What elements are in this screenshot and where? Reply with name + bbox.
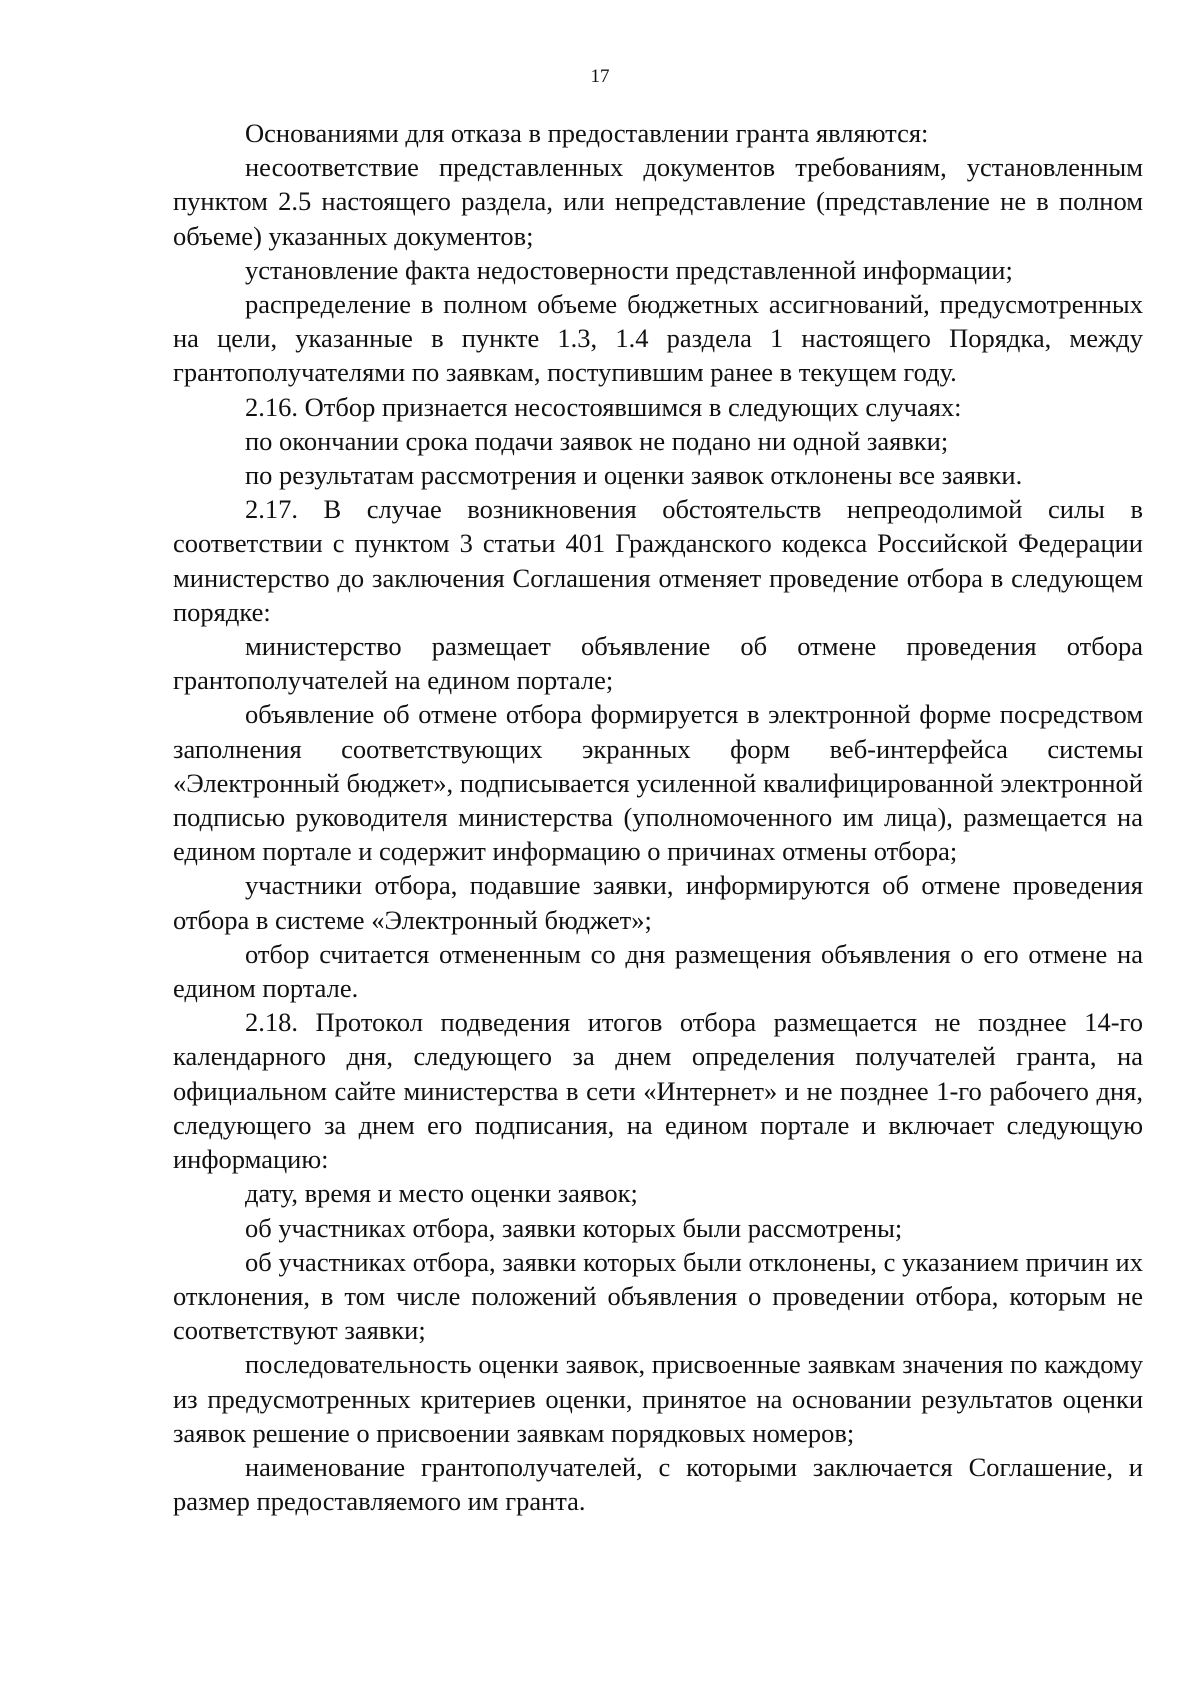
paragraph-2-18: 2.18. Протокол подведения итогов отбора размещается не позднее 14-го календарного дня, следующего за днем определения получателей гранта, на официальном сайте министерства в сети «Интернет» и не позднее 1-го рабочего дня, следующего за днем его подписания, на едином портале и включает следующую информацию:: [173, 1007, 1143, 1175]
paragraph-2-17: 2.17. В случае возникновения обстоятельств непреодолимой силы в соответствии с пунктом 3 статьи 401 Гражданского кодекса Российской Федерации министерство до заключения Соглашения отменяет проведение отбора в следующем порядке:: [173, 494, 1143, 627]
paragraph-participants-informed: участники отбора, подавшие заявки, информируются об отмене проведения отбора в системе «Электронный бюджет»;: [173, 870, 1143, 935]
page-number: 17: [590, 66, 610, 87]
paragraph-rejected-participants: об участниках отбора, заявки которых были отклонены, с указанием причин их отклонения, в том числе положений объявления о проведении отбора, которым не соответствуют заявки;: [173, 1246, 1143, 1346]
paragraph-grant-recipients: наименование грантополучателей, с которыми заключается Соглашение, и размер предоставляемого им гранта.: [173, 1451, 1143, 1517]
paragraph-documents-mismatch: несоответствие представленных документов требованиям, установленным пунктом 2.5 настоящего раздела, или непредставление (представление не в полном объеме) указанных документов;: [173, 152, 1143, 251]
paragraph-no-applications: по окончании срока подачи заявок не подано ни одной заявки;: [245, 425, 949, 456]
paragraph-cancellation-date: отбор считается отмененным со дня размещения объявления о его отмене на едином портале.: [173, 938, 1143, 1004]
paragraph-2-16: 2.16. Отбор признается несостоявшимся в следующих случаях:: [245, 391, 962, 422]
paragraph-false-information: установление факта недостоверности представленной информации;: [245, 254, 1013, 285]
paragraph-cancel-announcement: министерство размещает объявление об отмене проведения отбора грантополучателей на едином портале;: [173, 631, 1143, 696]
paragraph-budget-allocation: распределение в полном объеме бюджетных ассигнований, предусмотренных на цели, указанные в пункте 1.3, 1.4 раздела 1 настоящего Порядка, между грантополучателями по заявкам, поступившим ранее в текущем году.: [173, 289, 1143, 388]
paragraph-evaluation-sequence: последовательность оценки заявок, присвоенные заявкам значения по каждому из предусмотренных критериев оценки, принятое на основании результатов оценки заявок решение о присвоении заявкам порядковых номеров;: [173, 1349, 1143, 1448]
paragraph-reviewed-participants: об участниках отбора, заявки которых были рассмотрены;: [245, 1212, 903, 1243]
paragraph-electronic-form: объявление об отмене отбора формируется в электронной форме посредством заполнения соответствующих экранных форм веб-интерфейса системы «Электронный бюджет», подписывается усиленной квалифицированной электронной подписью руководителя министерства (уполномоченного им лица), размещается на едином портале и содержит информацию о причинах отмены отбора;: [173, 699, 1143, 867]
paragraph-refusal-grounds-intro: Основаниями для отказа в предоставлении гранта являются:: [245, 118, 929, 148]
paragraph-all-rejected: по результатам рассмотрения и оценки заявок отклонены все заявки.: [245, 460, 1023, 491]
paragraph-evaluation-date: дату, время и место оценки заявок;: [245, 1178, 638, 1209]
document-body: [173, 116, 1143, 1518]
